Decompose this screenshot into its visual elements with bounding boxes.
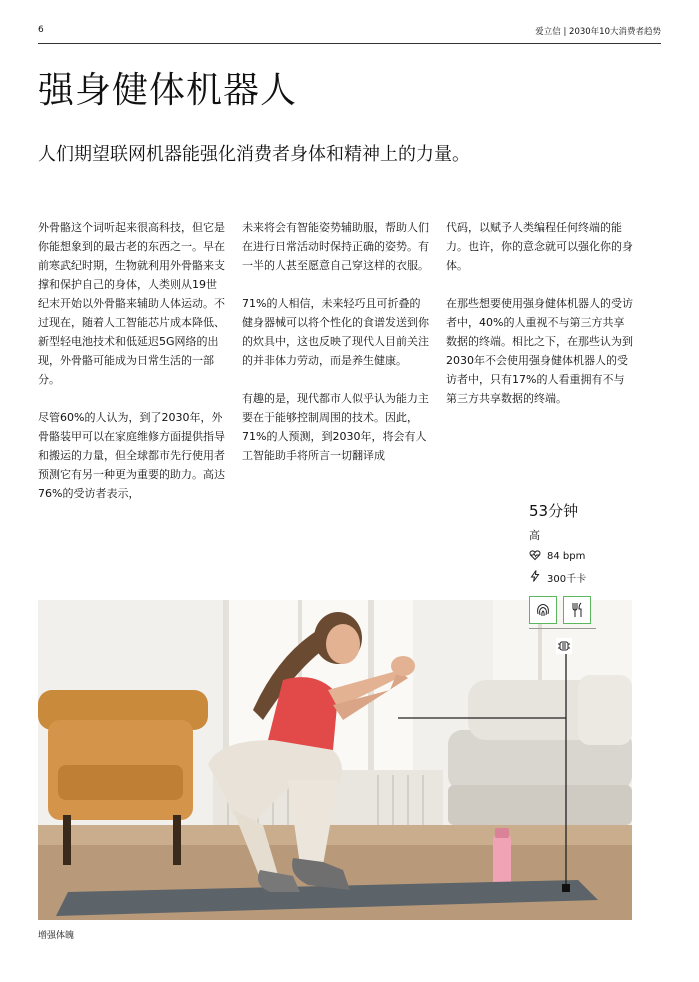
overlay-icon-row <box>529 596 639 624</box>
paragraph: 尽管60%的人认为，到了2030年，外骨骼装甲可以在家庭维修方面提供指导和搬运的力量，但全球都市先行使用者预测它有另一种更为重要的助力。高达76%的受访者表示， <box>38 411 225 500</box>
header-brand: 爱立信 | 2030年10大消费者趋势 <box>535 27 661 37</box>
heart-rate-icon <box>529 549 541 564</box>
paragraph: 外骨骼这个词听起来很高科技，但它是你能想象到的最古老的东西之一。早在前寒武纪时期，生物就利用外骨骼来支撑和保护自己的身体，人类则从19世纪末开始以外骨骼来辅助人体运动。不过现在，随着人工智能芯片成本降低、新型轻电池技术和低延迟5G网络的出现，外骨骼可能成为日常生活的一部分。 <box>38 221 225 386</box>
workout-duration: 53分钟 <box>529 502 579 520</box>
fingerprint-icon <box>529 596 557 624</box>
page-title: 强身健体机器人 <box>38 70 298 111</box>
text-column-3 <box>446 218 634 427</box>
paragraph: 71%的人相信，未来轻巧且可折叠的健身器械可以将个性化的食谱发送到你的炊具中，这也反映了现代人目前关注的并非体力劳动，而是养生健康。 <box>242 297 429 367</box>
heart-rate-row <box>529 549 639 564</box>
page-subtitle: 人们期望联网机器能强化消费者身体和精神上的力量。 <box>38 144 470 165</box>
squat-exercise-photo <box>38 600 632 920</box>
text-column-1 <box>38 218 226 522</box>
paragraph: 有趣的是，现代都市人似乎认为能力主要在于能够控制周围的技术。因此，71%的人预测，到2030年，将会有人工智能助手将所言一切翻译成 <box>242 392 429 462</box>
paragraph: 未来将会有智能姿势辅助服，帮助人们在进行日常活动时保持正确的姿势。有一半的人甚至愿意自己穿这样的衣服。 <box>242 221 429 272</box>
calories-value: 300千卡 <box>547 574 587 585</box>
header-rule <box>38 43 661 44</box>
text-column-2 <box>242 218 430 484</box>
overlay-divider <box>529 628 596 629</box>
intensity-level: 高 <box>529 529 540 542</box>
paragraph: 代码，以赋予人类编程任何终端的能力。也许，你的意念就可以强化你的身体。 <box>446 221 633 272</box>
page-number: 6 <box>38 25 44 35</box>
calories-row <box>529 570 639 585</box>
brain-chip-icon <box>556 638 572 654</box>
photo-caption: 增强体魄 <box>38 931 75 941</box>
fitness-data-overlay <box>529 500 639 624</box>
fork-knife-icon <box>563 596 591 624</box>
lightning-icon <box>529 570 541 585</box>
paragraph: 在那些想要使用强身健体机器人的受访者中，40%的人重视不与第三方共享数据的终端。相比之下，在那些认为到2030年不会使用强身健体机器人的受访者中，只有17%的人看重拥有不与第三方共享数据的终端。 <box>446 297 633 405</box>
heart-rate-value: 84 bpm <box>547 551 586 562</box>
